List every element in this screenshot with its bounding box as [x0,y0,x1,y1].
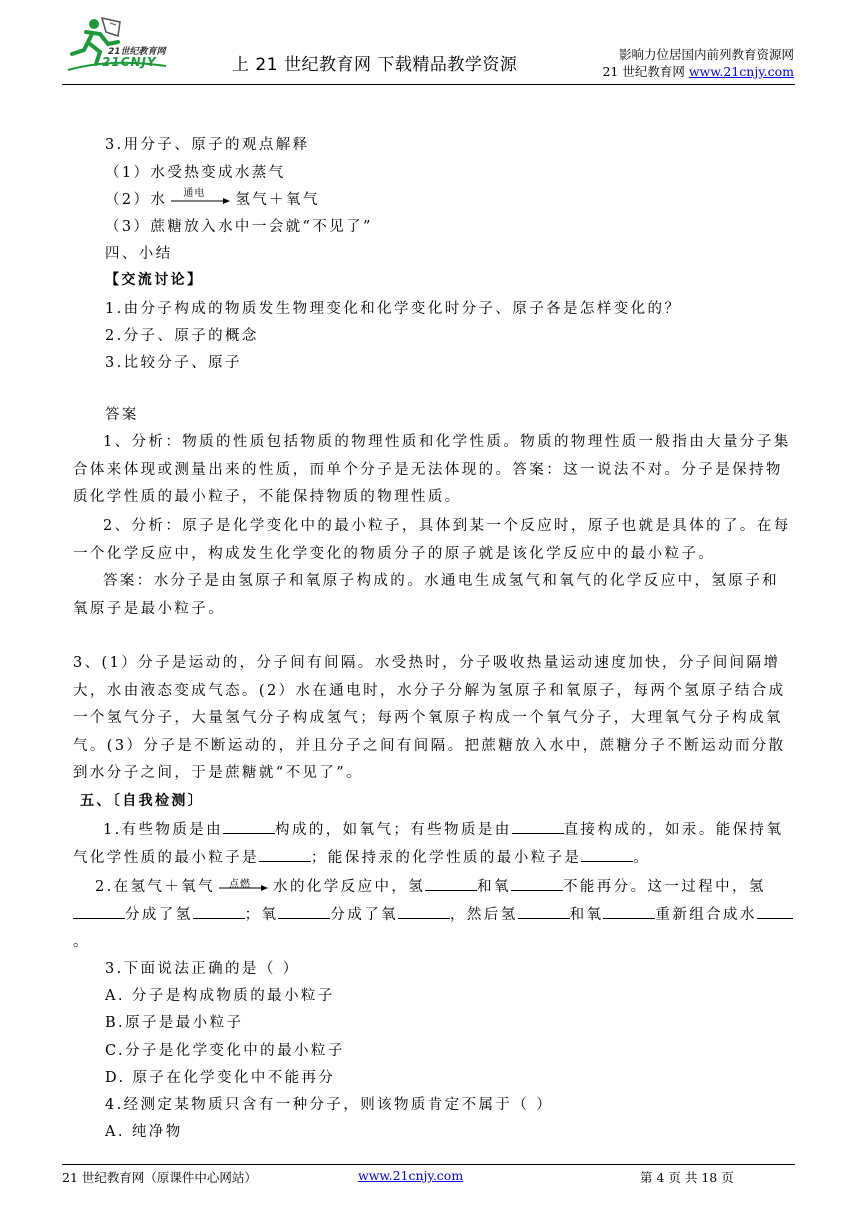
page-number: 第 4 页 共 18 页 [640,1170,734,1185]
reaction-arrow [171,188,231,207]
blank-field[interactable] [581,849,633,862]
text-line: 3.比较分子、原子 [105,355,242,371]
site-logo[interactable] [62,14,172,76]
header-divider [62,84,795,85]
answer-heading: 答案 [105,407,139,423]
question-1: 1.有些物质是由 构成的，如氧气；有些物质是由 直接构成的，如汞。能保持氧气化学性质的最小粒子是 ；能保持汞的化学性质的最小粒子是 。 [73,822,784,866]
blank-field[interactable] [518,906,570,919]
reactant-text: （2）水 [105,192,168,208]
answer-paragraph-3: 答案：水分子是由氢原子和氧原子构成的。水通电生成氢气和氧气的化学反应中，氢原子和氧原子是最小粒子。 [73,573,779,617]
header-site-name: 21 世纪教育网 [602,64,689,79]
option-a: A. 分子是构成物质的最小粒子 [105,988,335,1004]
blank-field[interactable] [223,821,275,834]
text-line: （3）蔗糖放入水中一会就“不见了” [105,219,373,235]
header-title: 上 21 世纪教育网 下载精品教学资源 [232,55,518,75]
text-line: 3.用分子、原子的观点解释 [105,137,310,153]
blank-field[interactable] [757,906,793,919]
option-b: B.原子是最小粒子 [105,1015,244,1031]
section-heading: 四、小结 [105,246,173,262]
header-site-link[interactable]: www.21cnjy.com [688,64,794,79]
blank-field[interactable] [425,878,477,891]
arrow-right-icon [171,197,231,205]
footer-divider [62,1164,795,1165]
answer-paragraph-2: 2、分析：原子是化学变化中的最小粒子，具体到某一个反应时，原子也就是具体的了。在每一个化学反应中，构成发生化学变化的物质分子的原子就是该化学反应中的最小粒子。 [73,518,791,562]
footer-left: 21 世纪教育网（原课件中心网站） [62,1170,257,1185]
footer-link-wrap [358,1168,463,1183]
question-4: 4.经测定某物质只含有一种分子，则该物质肯定不属于（ ） [105,1097,554,1113]
answer-paragraph-4: 3、(1）分子是运动的，分子间有间隔。水受热时，分子吸收热量运动速度加快，分子间间隔增大，水由液态变成气态。(2）水在通电时，水分子分解为氢原子和氧原子，每两个氢原子结合成一个氢气分子，大量氢气分子构成氢气；每两个氧原子构成一个氧气分子，大理氧气分子构成氧气。(3）分子是不断运动的，并且分子之间有间隔。把蔗糖放入水中，蔗糖分子不断运动而分散到水分子之间，于是蔗糖就“不见了”。 [73,655,786,781]
logo-text-top: 21世纪教育网 [108,47,166,57]
option-d: D. 原子在化学变化中不能再分 [105,1070,336,1086]
header-right-info [602,46,794,80]
option-c: C.分子是化学变化中的最小粒子 [105,1043,345,1059]
blank-field[interactable] [511,878,563,891]
reaction-condition: 通电 [183,188,206,199]
self-check-heading: 五、〔自我检测〕 [80,793,205,809]
question-2: 2.在氢气＋氧气 点燃 水的化学反应中，氢 和氧 不能再分。这一过程中，氢分成了氢 ；氧 分成了氧 ，然后氢 和氧 重新组合成水。 [73,874,793,957]
page-header [0,0,860,90]
blank-field[interactable] [398,906,450,919]
blank-field[interactable] [259,849,311,862]
logo-text-bottom: 21CNJY [102,55,157,69]
text-line: （1）水受热变成水蒸气 [105,165,286,181]
option-a: A. 纯净物 [105,1124,183,1140]
blank-field[interactable] [512,821,564,834]
answer-paragraph-1: 1、分析：物质的性质包括物质的物理性质和化学性质。物质的物理性质一般指由大量分子集合体来体现或测量出来的性质，而单个分子是无法体现的。答案：这一说法不对。分子是保持物质化学性质的最小粒子，不能保持物质的物理性质。 [73,434,791,505]
equation-line [105,188,320,209]
blank-field[interactable] [278,906,330,919]
product-text: 氢气＋氧气 [235,192,320,208]
question-3: 3.下面说法正确的是（ ） [105,961,300,977]
arrow-right-icon [219,884,269,892]
blank-field[interactable] [193,906,245,919]
text-line: 1.由分子构成的物质发生物理变化和化学变化时分子、原子各是怎样变化的？ [105,301,682,317]
blank-field[interactable] [73,906,125,919]
footer-site-link[interactable]: www.21cnjy.com [358,1168,464,1183]
blank-field[interactable] [603,906,655,919]
reaction-condition: 点燃 [229,879,252,890]
reaction-arrow [219,880,269,894]
text-line: 2.分子、原子的概念 [105,328,259,344]
header-slogan: 影响力位居国内前列教育资源网 [618,47,794,62]
discussion-heading: 【交流讨论】 [105,272,204,288]
